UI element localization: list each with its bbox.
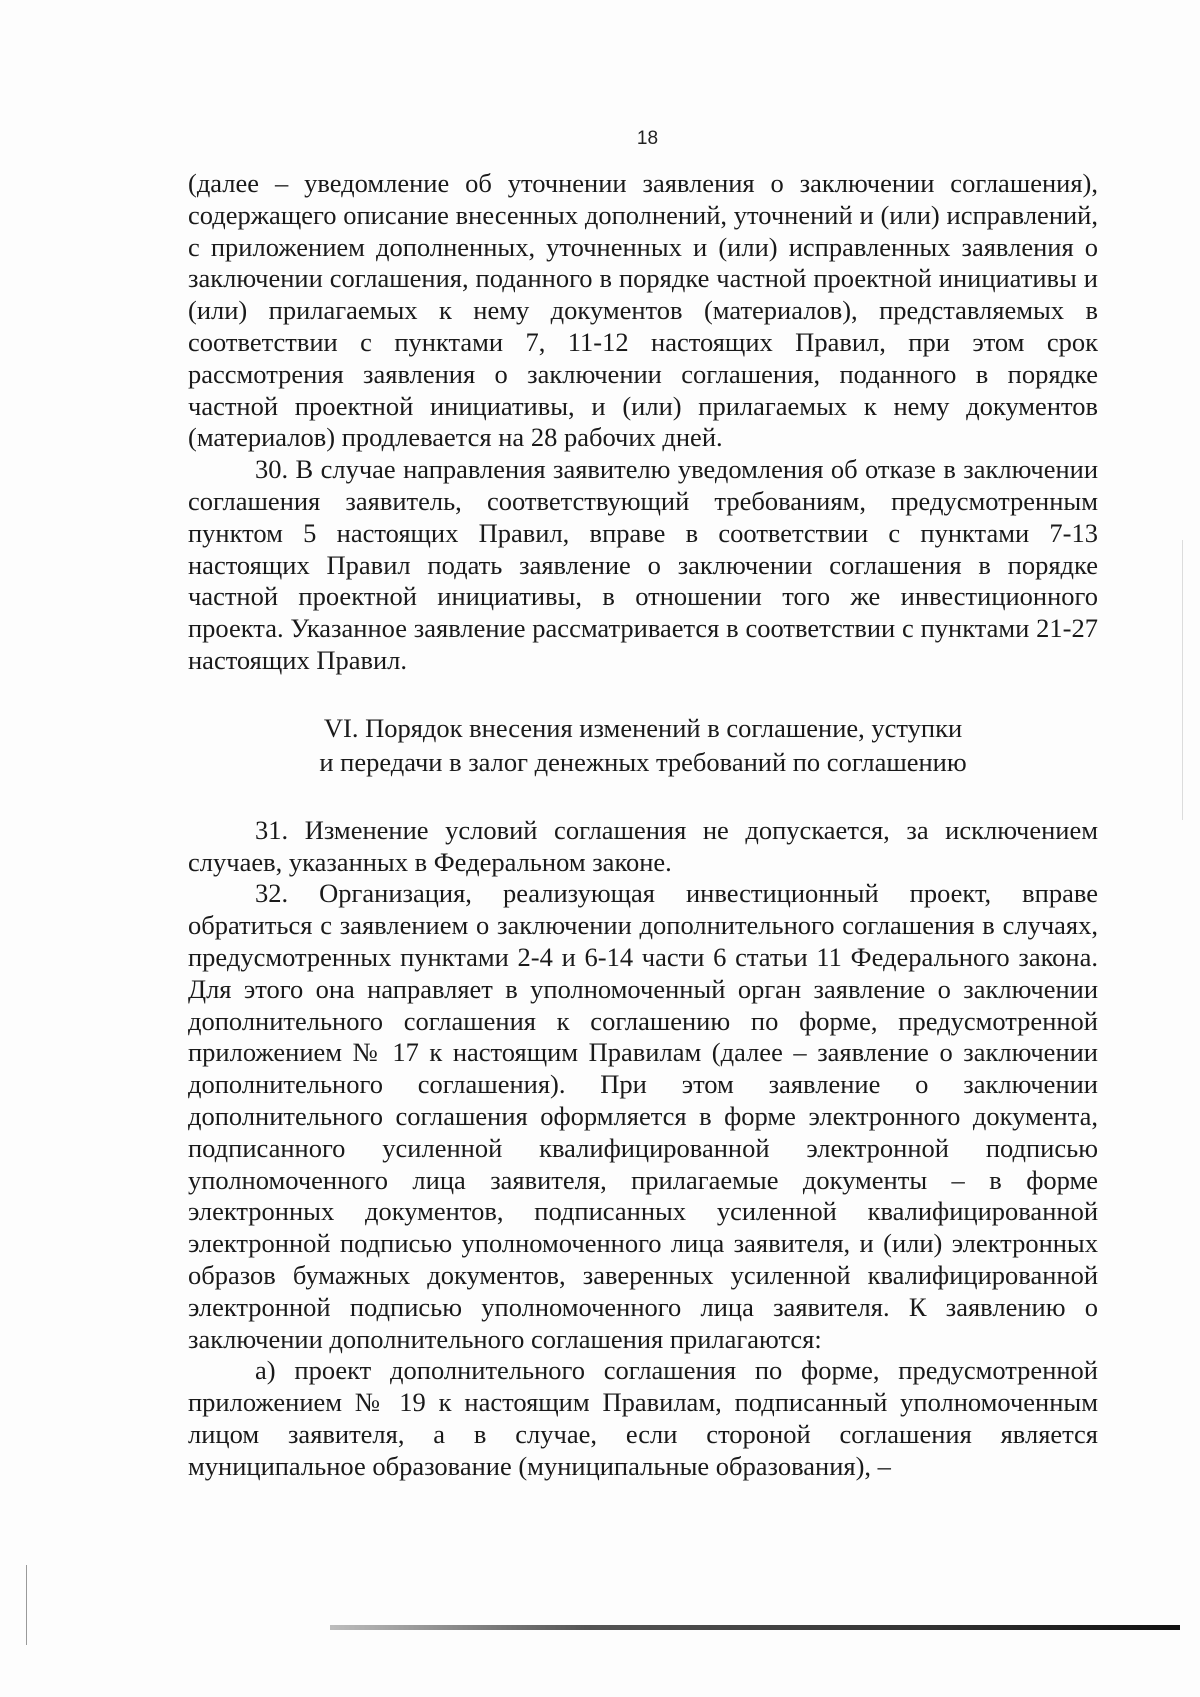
section-heading-line-1: VI. Порядок внесения изменений в соглашение, уступки — [323, 712, 963, 743]
section-heading-line-2: и передачи в залог денежных требований по соглашению — [319, 746, 967, 777]
paragraph-item-32: 32. Организация, реализующая инвестиционный проект, вправе обратиться с заявлением о заключении дополнительного соглашения в случаях, предусмотренных пунктами 2-4 и 6-14 части 6 статьи 11 Федерального закона. Для этого она направляет в уполномоченный орган заявление о заключении дополнительного соглашения к соглашению по форме, предусмотренной приложением № 17 к настоящим Правилам (далее – заявление о заключении дополнительного соглашения). При этом заявление о заключении дополнительного соглашения оформляется в форме электронного документа, подписанного усиленной квалифицированной электронной подписью уполномоченного лица заявителя, прилагаемые документы – в форме электронных документов, подписанных усиленной квалифицированной электронной подписью уполномоченного лица заявителя, и (или) электронных образов бумажных документов, заверенных усиленной квалифицированной электронной подписью уполномоченного лица заявителя. К заявлению о заключении дополнительного соглашения прилагаются: — [188, 878, 1098, 1354]
section-heading — [188, 711, 1098, 779]
paragraph-item-30: 30. В случае направления заявителю уведомления об отказе в заключении соглашения заявитель, соответствующий требованиям, предусмотренным пунктом 5 настоящих Правил, вправе в соответствии с пунктами 7-13 настоящих Правил подать заявление о заключении соглашения в порядке частной проектной инициативы, в отношении того же инвестиционного проекта. Указанное заявление рассматривается в соответствии с пунктами 21-27 настоящих Правил. — [188, 454, 1098, 675]
page-number: 18 — [636, 128, 659, 149]
scan-artifact-right-line — [1182, 540, 1183, 820]
paragraph-item-31: 31. Изменение условий соглашения не допускается, за исключением случаев, указанных в Федеральном законе. — [188, 814, 1098, 877]
scan-artifact-bottom-rule — [330, 1625, 1180, 1630]
paragraph-continuation: (далее – уведомление об уточнении заявления о заключении соглашения), содержащего описание внесенных дополнений, уточнений и (или) исправлений, с приложением дополненных, уточненных и (или) исправленных заявления о заключении соглашения, поданного в порядке частной проектной инициативы и (или) прилагаемых к нему документов (материалов), представляемых в соответствии с пунктами 7, 11-12 настоящих Правил, при этом срок рассмотрения заявления о заключении соглашения, поданного в порядке частной проектной инициативы, и (или) прилагаемых к нему документов (материалов) продлевается на 28 рабочих дней. — [188, 168, 1098, 453]
scan-artifact-left-line — [26, 1565, 27, 1645]
document-body — [188, 168, 1098, 1482]
paragraph-subitem-a: а) проект дополнительного соглашения по форме, предусмотренной приложением № 19 к настоящим Правилам, подписанный уполномоченным лицом заявителя, а в случае, если стороной соглашения является муниципальное образование (муниципальные образования), – — [188, 1355, 1098, 1481]
